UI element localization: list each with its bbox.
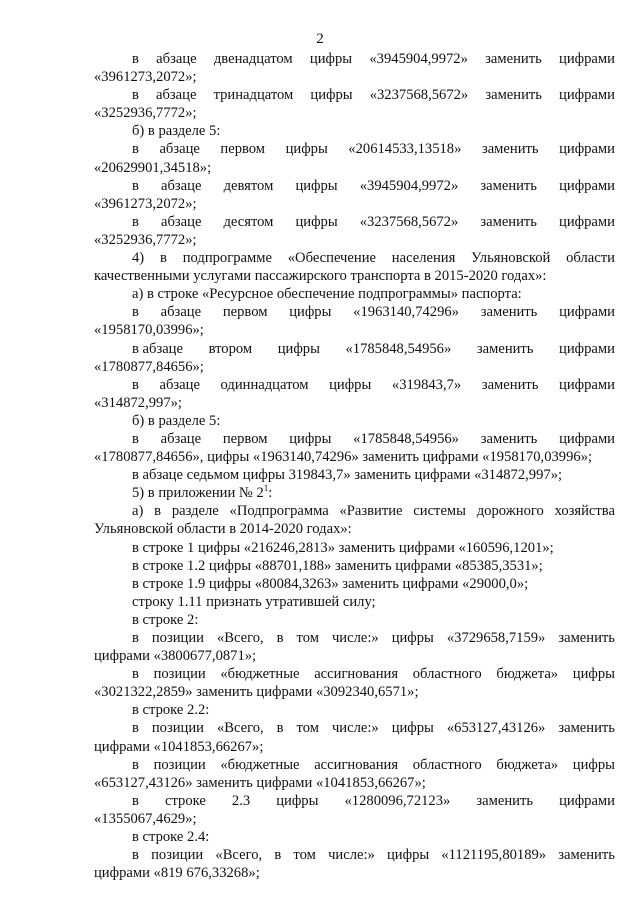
word: десятом (223, 213, 274, 230)
word: двенадцатом (213, 51, 293, 67)
word: дорожного (476, 503, 544, 520)
word: 4) (132, 250, 145, 267)
word: в (132, 177, 139, 194)
word: «1121195,80189» (441, 847, 547, 864)
word: заменить (558, 847, 615, 864)
word: цифры (310, 87, 353, 104)
text-line: б) в разделе 5: (132, 123, 221, 140)
word: том (293, 847, 316, 864)
word: абзаце (159, 376, 200, 393)
word: заменить (558, 720, 615, 737)
text-line (94, 430, 615, 448)
word: цифры (277, 340, 320, 357)
text-line: цифрами «3800677,0871»; (94, 648, 257, 665)
text-line (94, 792, 615, 810)
word: «Всего, (216, 720, 264, 737)
text-line: в строке 2: (132, 611, 199, 628)
word: подпрограмме (182, 250, 272, 267)
word: цифры (387, 847, 430, 864)
text-line: «1958170,03996»; (94, 322, 204, 339)
word: в (132, 87, 139, 104)
word: разделе (171, 503, 219, 520)
word: «1785848,54956» (345, 340, 452, 357)
word: заменить (558, 630, 615, 646)
word: в (132, 756, 139, 773)
word: одиннадцатом (220, 376, 309, 393)
word: «Подпрограмма (229, 503, 329, 520)
word: заменить (485, 51, 542, 67)
text-line (94, 629, 615, 647)
text-line (94, 376, 615, 394)
document-body (94, 50, 615, 882)
text-line: строку 1.11 признать утратившей силу; (132, 593, 376, 610)
text-line: цифрами «819 676,33268»; (94, 865, 260, 882)
word: цифрами (559, 177, 615, 194)
word: заменить (481, 141, 539, 158)
word: «3729658,7159» (446, 630, 546, 646)
word: том (296, 720, 319, 737)
word: позиции (151, 630, 204, 646)
word: бюджета» (496, 756, 559, 773)
text-line: в абзаце седьмом цифры 319843,7» заменить цифрами «314872,997»; (132, 467, 563, 484)
text-line: в строке 1.2 цифры «88701,188» заменить цифрами «85385,3531»; (132, 557, 543, 574)
word: цифрами (559, 213, 615, 230)
word: втором (208, 340, 253, 357)
word: а) (132, 503, 144, 520)
word: «бюджетные (220, 756, 300, 773)
word: цифрами (559, 430, 615, 447)
word: бюджета» (496, 666, 559, 683)
word: «бюджетные (220, 666, 300, 683)
word: «Всего, (216, 630, 264, 646)
word: заменить (476, 792, 533, 809)
word: абзаце (160, 430, 202, 447)
word: абзаце (160, 213, 202, 230)
text-line (94, 177, 615, 195)
word: области (566, 250, 615, 267)
text-line (94, 86, 615, 104)
word: хозяйства (554, 503, 615, 520)
word: цифрами (559, 376, 615, 393)
word: позиции (153, 666, 206, 683)
word: областного (412, 756, 482, 773)
word: цифрами (559, 792, 615, 809)
text-line (94, 249, 615, 267)
word: Ульяновской (471, 250, 551, 267)
text-line (94, 502, 615, 520)
word: цифрами (559, 87, 615, 104)
word: цифры (329, 376, 372, 393)
word: абзаце (160, 304, 202, 321)
word: цифры (391, 630, 434, 646)
word: цифры (289, 304, 332, 321)
word: числе:» (331, 630, 379, 646)
word: цифрами (559, 141, 615, 158)
word: цифры (309, 51, 353, 67)
word: заменить (480, 304, 538, 321)
text-line: Ульяновской области в 2014-2020 годах»: (94, 521, 352, 538)
word: тринадцатом (213, 87, 294, 104)
text-line: б) в разделе 5: (132, 412, 221, 429)
word: том (296, 630, 319, 646)
word: абзаце (156, 87, 197, 104)
word: «3237568,5672» (359, 213, 459, 230)
text-line (94, 665, 615, 683)
word: в (132, 376, 139, 393)
word: «653127,43126» (446, 720, 546, 737)
text-line (94, 50, 615, 68)
word: ассигнования (314, 666, 399, 683)
word: «3945904,9972» (359, 177, 459, 194)
word: цифры (276, 792, 319, 809)
word: ассигнования (314, 756, 399, 773)
word: «3237568,5672» (369, 87, 469, 104)
word: девятом (223, 177, 274, 194)
text-line: в строке 2.4: (132, 829, 210, 846)
text-line (94, 484, 615, 502)
word: системы (413, 503, 466, 520)
word: заменить (480, 213, 537, 230)
text-fragment: 5) в приложении № 2 (132, 485, 264, 502)
word: в (132, 847, 139, 864)
word: цифрами (559, 51, 615, 67)
word: в (132, 666, 139, 683)
text-line: в строке 1.9 цифры «80084,3263» заменить цифрами «29000,0»; (132, 575, 529, 592)
word: заменить (481, 376, 539, 393)
word: цифры (572, 756, 615, 773)
word: в (132, 213, 139, 230)
word: в (132, 141, 139, 158)
word: цифры (295, 213, 338, 230)
word: в (132, 792, 139, 809)
word: заменить (480, 430, 538, 447)
text-line: «3961273,2072»; (94, 195, 197, 212)
word: в (132, 720, 139, 737)
word: «3945904,9972» (369, 51, 468, 67)
text-line (94, 340, 615, 358)
text-line (94, 213, 615, 231)
word: позиции (151, 847, 204, 864)
text-line: «3252936,7772»; (94, 105, 197, 122)
word: заменить (476, 340, 534, 357)
word: «1785848,54956» (353, 430, 459, 447)
word: «Обеспечение (287, 250, 376, 267)
word: первом (222, 304, 268, 321)
word: в (276, 720, 284, 737)
page-number: 2 (316, 31, 324, 47)
word: абзаце (156, 51, 197, 67)
text-line (94, 756, 615, 774)
text-line: «3252936,7772»; (94, 231, 197, 248)
word: первом (220, 141, 266, 158)
word: в (132, 430, 139, 447)
word: цифры (289, 430, 332, 447)
word: в (132, 51, 139, 67)
word: цифры (295, 177, 338, 194)
word: цифры (391, 720, 434, 737)
word: позиции (151, 720, 204, 737)
word: цифрами (559, 304, 615, 321)
text-line: «3021322,2859» заменить цифрами «3092340,6571»; (94, 684, 419, 701)
word: «319843,7» (391, 376, 462, 393)
word: цифрами (559, 340, 615, 357)
word: в (132, 630, 139, 646)
word: заменить (485, 87, 542, 104)
word: в (274, 847, 282, 864)
word: «Всего, (215, 847, 263, 864)
text-line: «20629901,34518»; (94, 159, 212, 176)
word: заменить (480, 177, 537, 194)
word: населения (391, 250, 456, 267)
word: в абзаце (132, 340, 183, 357)
word: в (132, 304, 139, 321)
text-line: цифрами «1041853,66267»; (94, 738, 264, 755)
word: «20614533,13518» (348, 141, 462, 158)
word: в (276, 630, 284, 646)
text-line: «1780877,84656»; (94, 358, 204, 375)
text-line: «3961273,2072»; (94, 69, 197, 86)
text-line: качественными услугами пассажирского транспорта в 2015-2020 годах»: (94, 268, 547, 285)
text-line: «314872,997»; (94, 394, 182, 411)
word: 2.3 (231, 792, 251, 809)
word: числе:» (331, 720, 379, 737)
word: «1963140,74296» (353, 304, 459, 321)
text-line (94, 846, 615, 864)
word: в (154, 503, 162, 520)
word: цифры (572, 666, 615, 683)
text-line (94, 719, 615, 737)
superscript: 1 (263, 483, 269, 494)
word: «1280096,72123» (344, 792, 451, 809)
word: областного (412, 666, 482, 683)
text-line: в строке 2.2: (132, 702, 210, 719)
word: позиции (153, 756, 206, 773)
word: в (159, 250, 167, 267)
word: числе:» (328, 847, 375, 864)
word: «Развитие (339, 503, 403, 520)
word: цифры (285, 141, 328, 158)
text-line: «1355067,4629»; (94, 810, 197, 827)
word: строке (164, 792, 206, 809)
text-line: «653127,43126» заменить цифрами «1041853,66267»; (94, 774, 426, 791)
word: абзаце (159, 141, 200, 158)
word: абзаце (161, 177, 202, 194)
text-line (94, 303, 615, 321)
word: первом (222, 430, 268, 447)
text-line: в строке 1 цифры «216246,2813» заменить цифрами «160596,1201»; (132, 539, 554, 556)
text-line: «1780877,84656», цифры «1963140,74296» заменить цифрами «1958170,03996»; (94, 449, 593, 466)
text-line: а) в строке «Ресурсное обеспечение подпрограммы» паспорта: (132, 286, 522, 303)
text-line (94, 140, 615, 158)
text-fragment: : (268, 485, 273, 502)
